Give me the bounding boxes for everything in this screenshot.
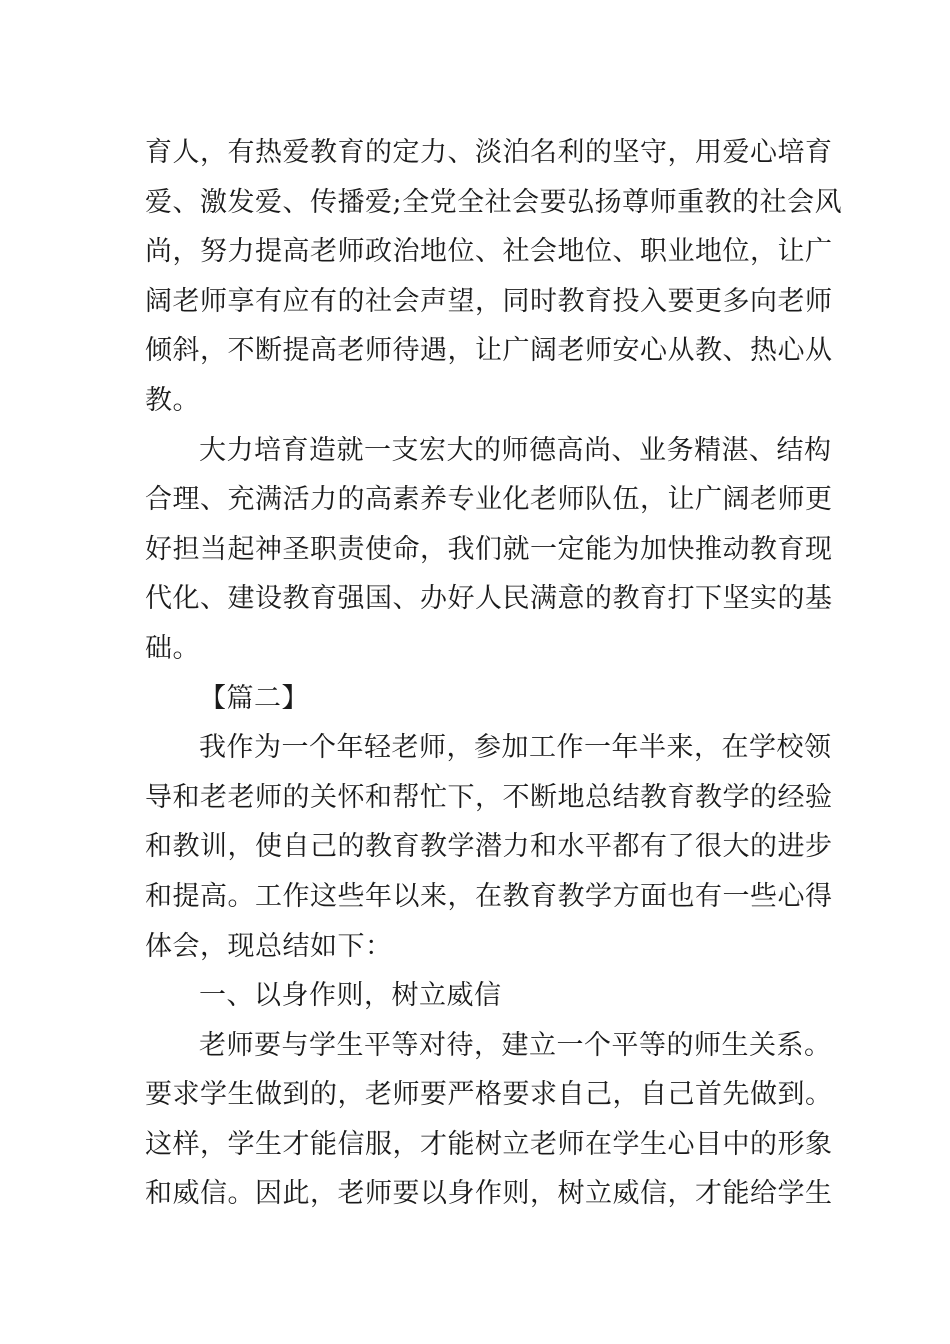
text-line: 和教训，使自己的教育教学潜力和水平都有了很大的进步 [145,831,833,863]
text-line: 爱、激发爱、传播爱;全党全社会要弘扬尊师重教的社会风 [145,186,843,218]
section-heading: 【篇二】 [199,682,309,714]
text-line: 这样，学生才能信服，才能树立老师在学生心目中的形象 [145,1128,833,1160]
text-line: 育人，有热爱教育的定力、淡泊名利的坚守，用爱心培育 [145,137,833,168]
text-line: 倾斜，不断提高老师待遇，让广阔老师安心从教、热心从 [145,335,833,367]
text-line: 好担当起神圣职责使命，我们就一定能为加快推动教育现 [145,533,833,565]
text-line: 导和老老师的关怀和帮忙下，不断地总结教育教学的经验 [145,781,833,813]
subsection-heading: 一、以身作则，树立威信 [199,980,502,1012]
text-line: 要求学生做到的，老师要严格要求自己，自己首先做到。 [145,1079,833,1111]
paragraph-start-line: 大力培育造就一支宏大的师德高尚、业务精湛、结构 [199,434,832,466]
document-body [145,128,843,1219]
text-line: 合理、充满活力的高素养专业化老师队伍，让广阔老师更 [145,484,833,516]
text-line: 代化、建设教育强国、办好人民满意的教育打下坚实的基 [145,583,833,615]
text-line: 教。 [145,384,200,416]
text-line: 和威信。因此，老师要以身作则，树立威信，才能给学生 [145,1178,833,1210]
text-line: 体会，现总结如下： [145,930,393,962]
paragraph-start-line: 我作为一个年轻老师，参加工作一年半来，在学校领 [199,732,832,764]
paragraph-start-line: 老师要与学生平等对待，建立一个平等的师生关系。 [199,1029,832,1061]
text-line: 础。 [145,632,200,664]
text-line: 阔老师享有应有的社会声望，同时教育投入要更多向老师 [145,285,833,317]
text-line: 和提高。工作这些年以来，在教育教学方面也有一些心得 [145,880,833,912]
text-line: 尚，努力提高老师政治地位、社会地位、职业地位，让广 [145,236,833,268]
